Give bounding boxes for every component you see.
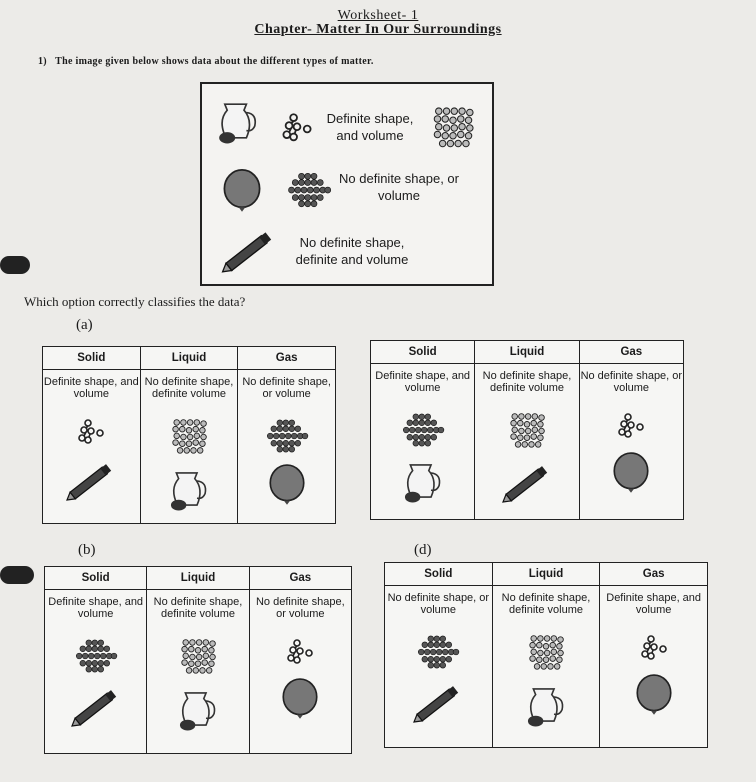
option-b-label: (b)	[78, 542, 96, 558]
table-cell	[45, 590, 147, 754]
cell-icons	[147, 638, 248, 732]
dense-particles-icon	[170, 418, 208, 456]
table-cell	[475, 364, 579, 520]
legend-row2-text: No definite shape, or volume	[339, 171, 459, 203]
balloon-icon	[633, 674, 675, 720]
state-description: No definite shape, definite volume	[153, 596, 243, 620]
table-cell	[238, 370, 336, 524]
table-header-row	[371, 341, 684, 364]
state-description: Definite shape, and volume	[375, 370, 471, 394]
matter-data-box	[200, 82, 494, 286]
option-a-label: (a)	[76, 317, 93, 333]
hexagon-particles-icon	[263, 418, 311, 454]
hexagon-particles-icon	[399, 412, 447, 448]
pencil-icon	[216, 224, 282, 280]
question-text	[38, 56, 374, 67]
dense-particles-icon	[430, 106, 476, 150]
dense-particles-icon	[179, 638, 217, 676]
option-d-table[interactable]	[384, 562, 708, 748]
option-b-table[interactable]	[44, 566, 352, 754]
table-cell	[43, 370, 141, 524]
state-description: No definite shape, or volume	[242, 376, 331, 400]
pencil-icon	[406, 680, 470, 728]
table-header-row	[43, 347, 336, 370]
table-header-row	[385, 563, 708, 586]
molecule-icon	[639, 634, 669, 664]
cell-icons	[43, 418, 140, 506]
state-description: Definite shape, and volume	[43, 376, 139, 400]
jug-icon	[166, 466, 212, 512]
table-row	[371, 364, 684, 520]
binder-ring	[0, 256, 30, 274]
jug-icon	[400, 458, 446, 504]
column-header-gas: Gas	[600, 563, 708, 586]
state-description: No definite shape, or volume	[580, 370, 683, 394]
table-cell	[600, 586, 708, 748]
state-description: Definite shape, and volume	[606, 592, 702, 616]
table-row	[43, 370, 336, 524]
pencil-icon	[495, 460, 559, 508]
option-a-table[interactable]	[42, 346, 336, 524]
cell-icons	[371, 412, 474, 504]
cell-icons	[385, 634, 492, 728]
cell-icons	[141, 418, 238, 512]
table-header-row	[45, 567, 352, 590]
table-cell	[579, 364, 683, 520]
state-description: No definite shape, definite volume	[144, 376, 234, 400]
cell-icons	[250, 638, 351, 724]
molecule-icon	[76, 418, 106, 448]
option-c-table[interactable]	[370, 340, 684, 520]
column-header-solid: Solid	[43, 347, 141, 370]
cell-icons	[238, 418, 335, 510]
dense-particles-icon	[508, 412, 546, 450]
column-header-gas: Gas	[249, 567, 351, 590]
cell-icons	[45, 638, 146, 732]
table-cell	[492, 586, 600, 748]
column-header-liquid: Liquid	[147, 567, 249, 590]
table-cell	[385, 586, 493, 748]
column-header-liquid: Liquid	[475, 341, 579, 364]
column-header-liquid: Liquid	[492, 563, 600, 586]
hexagon-particles-icon	[414, 634, 462, 670]
option-d-label: (d)	[414, 542, 432, 558]
table-cell	[249, 590, 351, 754]
question-number: 1)	[38, 56, 47, 67]
worksheet-title: Worksheet- 1	[337, 8, 419, 23]
cell-icons	[600, 634, 707, 720]
column-header-solid: Solid	[45, 567, 147, 590]
column-header-solid: Solid	[371, 341, 475, 364]
balloon-icon	[279, 678, 321, 724]
pencil-icon	[64, 684, 128, 732]
hexagon-particles-icon	[72, 638, 120, 674]
dense-particles-icon	[527, 634, 565, 672]
state-description: Definite shape, and volume	[48, 596, 144, 620]
state-description: No definite shape, or volume	[387, 592, 490, 616]
column-header-solid: Solid	[385, 563, 493, 586]
jug-icon	[175, 686, 221, 732]
table-row	[385, 586, 708, 748]
cell-icons	[493, 634, 600, 728]
jug-icon	[523, 682, 569, 728]
state-description: No definite shape, definite volume	[501, 592, 591, 616]
state-description: No definite shape, definite volume	[482, 370, 572, 394]
molecule-icon	[285, 638, 315, 668]
column-header-gas: Gas	[238, 347, 336, 370]
table-row	[45, 590, 352, 754]
table-cell	[147, 590, 249, 754]
column-header-liquid: Liquid	[140, 347, 238, 370]
cell-icons	[475, 412, 578, 508]
molecule-icon	[616, 412, 646, 442]
table-cell	[140, 370, 238, 524]
legend-row1-text: Definite shape, and volume	[326, 111, 414, 143]
legend-row3-text: No definite shape, definite and volume	[295, 235, 409, 267]
cell-icons	[580, 412, 683, 498]
balloon-icon	[266, 464, 308, 510]
question-body: The image given below shows data about the different types of matter.	[55, 56, 374, 67]
pencil-icon	[59, 458, 123, 506]
binder-ring	[0, 566, 34, 584]
balloon-icon	[610, 452, 652, 498]
jug-icon	[214, 92, 262, 150]
state-description: No definite shape, or volume	[255, 596, 345, 620]
table-cell	[371, 364, 475, 520]
balloon-icon	[220, 164, 264, 222]
chapter-title: Chapter- Matter In Our Surroundings	[254, 22, 502, 37]
prompt-text: Which option correctly classifies the data?	[24, 294, 246, 309]
hexagon-particles-icon	[284, 168, 334, 212]
molecule-icon	[280, 112, 314, 146]
column-header-gas: Gas	[579, 341, 683, 364]
